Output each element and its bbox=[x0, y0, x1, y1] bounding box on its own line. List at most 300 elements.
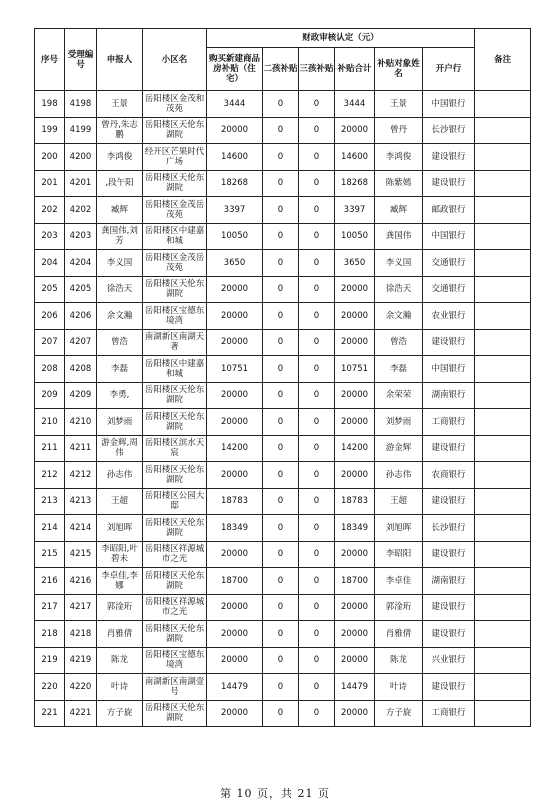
cell-applicant: 李义国 bbox=[97, 250, 143, 277]
cell-bank: 建设银行 bbox=[423, 144, 475, 171]
cell-third-child: 0 bbox=[299, 276, 335, 303]
cell-third-child: 0 bbox=[299, 250, 335, 277]
cell-community: 岳阳楼区祥源城市之光 bbox=[143, 594, 207, 621]
cell-community: 岳阳楼区金茂岳茂苑 bbox=[143, 250, 207, 277]
cell-recipient: 曾浩 bbox=[375, 329, 423, 356]
cell-remark bbox=[475, 541, 531, 568]
cell-third-child: 0 bbox=[299, 170, 335, 197]
cell-third-child: 0 bbox=[299, 674, 335, 701]
cell-third-child: 0 bbox=[299, 382, 335, 409]
cell-second-child: 0 bbox=[263, 700, 299, 727]
cell-total: 18700 bbox=[335, 568, 375, 595]
cell-seq: 218 bbox=[35, 621, 65, 648]
cell-house-subsidy: 20000 bbox=[207, 541, 263, 568]
cell-seq: 217 bbox=[35, 594, 65, 621]
cell-remark bbox=[475, 409, 531, 436]
table-row bbox=[35, 594, 531, 621]
cell-acceptance-no: 4213 bbox=[65, 488, 97, 515]
cell-recipient: 臧辉 bbox=[375, 197, 423, 224]
cell-acceptance-no: 4221 bbox=[65, 700, 97, 727]
cell-acceptance-no: 4214 bbox=[65, 515, 97, 542]
cell-recipient: 余荣荣 bbox=[375, 382, 423, 409]
cell-house-subsidy: 3650 bbox=[207, 250, 263, 277]
cell-applicant: 陈龙 bbox=[97, 647, 143, 674]
table-row bbox=[35, 488, 531, 515]
cell-remark bbox=[475, 621, 531, 648]
cell-third-child: 0 bbox=[299, 117, 335, 144]
cell-community: 经开区芒果时代广场 bbox=[143, 144, 207, 171]
cell-house-subsidy: 20000 bbox=[207, 621, 263, 648]
cell-recipient: 龚国伟 bbox=[375, 223, 423, 250]
header-finance-review: 财政审核认定（元） bbox=[207, 29, 475, 48]
cell-remark bbox=[475, 223, 531, 250]
cell-community: 岳阳楼区天伦东湖院 bbox=[143, 621, 207, 648]
cell-second-child: 0 bbox=[263, 329, 299, 356]
table-row bbox=[35, 647, 531, 674]
cell-recipient: 郭淦珩 bbox=[375, 594, 423, 621]
cell-third-child: 0 bbox=[299, 700, 335, 727]
cell-acceptance-no: 4218 bbox=[65, 621, 97, 648]
cell-seq: 207 bbox=[35, 329, 65, 356]
cell-recipient: 李鸿俊 bbox=[375, 144, 423, 171]
header-applicant: 申报人 bbox=[97, 29, 143, 91]
cell-second-child: 0 bbox=[263, 250, 299, 277]
cell-remark bbox=[475, 91, 531, 118]
table-row bbox=[35, 223, 531, 250]
cell-house-subsidy: 20000 bbox=[207, 382, 263, 409]
cell-second-child: 0 bbox=[263, 223, 299, 250]
cell-community: 岳阳楼区公园大邸 bbox=[143, 488, 207, 515]
cell-house-subsidy: 20000 bbox=[207, 117, 263, 144]
cell-total: 18349 bbox=[335, 515, 375, 542]
cell-bank: 湖南银行 bbox=[423, 568, 475, 595]
cell-community: 岳阳楼区金茂岳茂苑 bbox=[143, 197, 207, 224]
cell-bank: 兴业银行 bbox=[423, 647, 475, 674]
header-acceptance-no: 受理编号 bbox=[65, 29, 97, 91]
table-body bbox=[35, 91, 531, 727]
page-footer: 第 10 页，共 21 页 bbox=[220, 787, 330, 800]
table-row bbox=[35, 170, 531, 197]
table-row bbox=[35, 356, 531, 383]
cell-acceptance-no: 4199 bbox=[65, 117, 97, 144]
cell-acceptance-no: 4204 bbox=[65, 250, 97, 277]
cell-seq: 220 bbox=[35, 674, 65, 701]
cell-acceptance-no: 4219 bbox=[65, 647, 97, 674]
cell-seq: 204 bbox=[35, 250, 65, 277]
cell-bank: 湖南银行 bbox=[423, 382, 475, 409]
cell-remark bbox=[475, 647, 531, 674]
table-row bbox=[35, 117, 531, 144]
cell-acceptance-no: 4198 bbox=[65, 91, 97, 118]
cell-seq: 211 bbox=[35, 435, 65, 462]
cell-bank: 建设银行 bbox=[423, 170, 475, 197]
cell-recipient: 李磊 bbox=[375, 356, 423, 383]
table-row bbox=[35, 515, 531, 542]
cell-applicant: 孙志伟 bbox=[97, 462, 143, 489]
cell-second-child: 0 bbox=[263, 170, 299, 197]
cell-seq: 212 bbox=[35, 462, 65, 489]
cell-seq: 216 bbox=[35, 568, 65, 595]
cell-applicant: 刘梦雨 bbox=[97, 409, 143, 436]
cell-community: 南湖新区南湖壹号 bbox=[143, 674, 207, 701]
cell-remark bbox=[475, 674, 531, 701]
cell-remark bbox=[475, 435, 531, 462]
cell-total: 20000 bbox=[335, 647, 375, 674]
cell-acceptance-no: 4200 bbox=[65, 144, 97, 171]
cell-second-child: 0 bbox=[263, 276, 299, 303]
header-new-house-subsidy: 购买新建商品房补贴（住宅） bbox=[207, 48, 263, 91]
cell-total: 14479 bbox=[335, 674, 375, 701]
cell-house-subsidy: 18783 bbox=[207, 488, 263, 515]
cell-house-subsidy: 18700 bbox=[207, 568, 263, 595]
cell-third-child: 0 bbox=[299, 223, 335, 250]
cell-house-subsidy: 20000 bbox=[207, 594, 263, 621]
cell-third-child: 0 bbox=[299, 144, 335, 171]
cell-community: 岳阳楼区天伦东湖院 bbox=[143, 568, 207, 595]
table-row bbox=[35, 91, 531, 118]
header-total: 补贴合计 bbox=[335, 48, 375, 91]
cell-community: 岳阳楼区天伦东湖院 bbox=[143, 382, 207, 409]
cell-seq: 215 bbox=[35, 541, 65, 568]
cell-acceptance-no: 4210 bbox=[65, 409, 97, 436]
cell-total: 20000 bbox=[335, 382, 375, 409]
cell-community: 岳阳楼区天伦东湖院 bbox=[143, 170, 207, 197]
cell-house-subsidy: 20000 bbox=[207, 462, 263, 489]
cell-second-child: 0 bbox=[263, 674, 299, 701]
cell-bank: 建设银行 bbox=[423, 435, 475, 462]
cell-seq: 200 bbox=[35, 144, 65, 171]
cell-second-child: 0 bbox=[263, 541, 299, 568]
cell-second-child: 0 bbox=[263, 435, 299, 462]
table-row bbox=[35, 621, 531, 648]
cell-applicant: 龚国伟,刘芳 bbox=[97, 223, 143, 250]
cell-seq: 203 bbox=[35, 223, 65, 250]
cell-second-child: 0 bbox=[263, 303, 299, 330]
cell-total: 20000 bbox=[335, 541, 375, 568]
cell-total: 10751 bbox=[335, 356, 375, 383]
cell-house-subsidy: 20000 bbox=[207, 409, 263, 436]
cell-applicant: ,段午阳 bbox=[97, 170, 143, 197]
cell-bank: 中国银行 bbox=[423, 356, 475, 383]
cell-applicant: 徐浩天 bbox=[97, 276, 143, 303]
table-row bbox=[35, 329, 531, 356]
cell-applicant: 游金辉,周伟 bbox=[97, 435, 143, 462]
cell-remark bbox=[475, 197, 531, 224]
cell-bank: 长沙银行 bbox=[423, 515, 475, 542]
cell-total: 14200 bbox=[335, 435, 375, 462]
cell-third-child: 0 bbox=[299, 488, 335, 515]
cell-second-child: 0 bbox=[263, 462, 299, 489]
cell-community: 岳阳楼区天伦东湖院 bbox=[143, 462, 207, 489]
cell-remark bbox=[475, 356, 531, 383]
table-row bbox=[35, 250, 531, 277]
cell-total: 10050 bbox=[335, 223, 375, 250]
cell-remark bbox=[475, 462, 531, 489]
cell-third-child: 0 bbox=[299, 594, 335, 621]
cell-acceptance-no: 4201 bbox=[65, 170, 97, 197]
cell-seq: 209 bbox=[35, 382, 65, 409]
cell-second-child: 0 bbox=[263, 515, 299, 542]
table-row bbox=[35, 303, 531, 330]
cell-bank: 中国银行 bbox=[423, 223, 475, 250]
cell-second-child: 0 bbox=[263, 621, 299, 648]
cell-second-child: 0 bbox=[263, 409, 299, 436]
header-remark: 备注 bbox=[475, 29, 531, 91]
cell-second-child: 0 bbox=[263, 594, 299, 621]
cell-applicant: 王超 bbox=[97, 488, 143, 515]
cell-third-child: 0 bbox=[299, 568, 335, 595]
cell-community: 岳阳楼区天伦东湖院 bbox=[143, 117, 207, 144]
table-row bbox=[35, 462, 531, 489]
table-header bbox=[35, 29, 531, 91]
cell-seq: 214 bbox=[35, 515, 65, 542]
cell-bank: 农商银行 bbox=[423, 462, 475, 489]
cell-total: 20000 bbox=[335, 462, 375, 489]
table-row bbox=[35, 197, 531, 224]
cell-house-subsidy: 10050 bbox=[207, 223, 263, 250]
cell-applicant: 李卓佳,李娜 bbox=[97, 568, 143, 595]
cell-acceptance-no: 4208 bbox=[65, 356, 97, 383]
cell-seq: 206 bbox=[35, 303, 65, 330]
cell-bank: 农业银行 bbox=[423, 303, 475, 330]
cell-total: 20000 bbox=[335, 700, 375, 727]
cell-total: 3650 bbox=[335, 250, 375, 277]
cell-community: 岳阳楼区金茂和茂苑 bbox=[143, 91, 207, 118]
cell-house-subsidy: 3397 bbox=[207, 197, 263, 224]
cell-total: 20000 bbox=[335, 117, 375, 144]
cell-community: 岳阳楼区滨水天宸 bbox=[143, 435, 207, 462]
cell-applicant: 曾浩 bbox=[97, 329, 143, 356]
cell-applicant: 叶诗 bbox=[97, 674, 143, 701]
header-third-child: 三孩补贴 bbox=[299, 48, 335, 91]
cell-remark bbox=[475, 303, 531, 330]
cell-acceptance-no: 4207 bbox=[65, 329, 97, 356]
cell-third-child: 0 bbox=[299, 356, 335, 383]
cell-recipient: 李卓佳 bbox=[375, 568, 423, 595]
cell-acceptance-no: 4211 bbox=[65, 435, 97, 462]
cell-seq: 205 bbox=[35, 276, 65, 303]
cell-acceptance-no: 4205 bbox=[65, 276, 97, 303]
cell-recipient: 李昭阳 bbox=[375, 541, 423, 568]
cell-bank: 建设银行 bbox=[423, 488, 475, 515]
cell-applicant: 李昭阳,叶碧未 bbox=[97, 541, 143, 568]
cell-remark bbox=[475, 250, 531, 277]
cell-house-subsidy: 20000 bbox=[207, 700, 263, 727]
cell-seq: 219 bbox=[35, 647, 65, 674]
cell-total: 20000 bbox=[335, 621, 375, 648]
cell-acceptance-no: 4209 bbox=[65, 382, 97, 409]
cell-third-child: 0 bbox=[299, 435, 335, 462]
cell-remark bbox=[475, 568, 531, 595]
cell-acceptance-no: 4206 bbox=[65, 303, 97, 330]
cell-community: 岳阳楼区天伦东湖院 bbox=[143, 276, 207, 303]
cell-bank: 长沙银行 bbox=[423, 117, 475, 144]
cell-bank: 交通银行 bbox=[423, 276, 475, 303]
header-bank: 开户行 bbox=[423, 48, 475, 91]
table-row bbox=[35, 144, 531, 171]
cell-acceptance-no: 4215 bbox=[65, 541, 97, 568]
cell-third-child: 0 bbox=[299, 329, 335, 356]
cell-bank: 建设银行 bbox=[423, 594, 475, 621]
cell-community: 岳阳楼区宝德东境湾 bbox=[143, 647, 207, 674]
cell-community: 岳阳楼区天伦东湖院 bbox=[143, 700, 207, 727]
cell-acceptance-no: 4202 bbox=[65, 197, 97, 224]
cell-remark bbox=[475, 382, 531, 409]
header-second-child: 二孩补贴 bbox=[263, 48, 299, 91]
cell-third-child: 0 bbox=[299, 303, 335, 330]
cell-seq: 213 bbox=[35, 488, 65, 515]
cell-total: 18268 bbox=[335, 170, 375, 197]
cell-seq: 208 bbox=[35, 356, 65, 383]
cell-house-subsidy: 14200 bbox=[207, 435, 263, 462]
cell-bank: 建设银行 bbox=[423, 674, 475, 701]
table-row bbox=[35, 568, 531, 595]
cell-recipient: 游金辉 bbox=[375, 435, 423, 462]
cell-total: 20000 bbox=[335, 409, 375, 436]
cell-applicant: 李鸿俊 bbox=[97, 144, 143, 171]
cell-recipient: 陈紫嫣 bbox=[375, 170, 423, 197]
cell-bank: 中国银行 bbox=[423, 91, 475, 118]
cell-applicant: 刘旭晖 bbox=[97, 515, 143, 542]
subsidy-table bbox=[34, 28, 531, 727]
cell-applicant: 余文瀚 bbox=[97, 303, 143, 330]
cell-second-child: 0 bbox=[263, 382, 299, 409]
cell-acceptance-no: 4220 bbox=[65, 674, 97, 701]
cell-recipient: 肖雅倩 bbox=[375, 621, 423, 648]
cell-second-child: 0 bbox=[263, 117, 299, 144]
cell-community: 岳阳楼区天伦东湖院 bbox=[143, 409, 207, 436]
cell-seq: 210 bbox=[35, 409, 65, 436]
cell-second-child: 0 bbox=[263, 568, 299, 595]
cell-recipient: 孙志伟 bbox=[375, 462, 423, 489]
cell-third-child: 0 bbox=[299, 647, 335, 674]
cell-applicant: 曾丹,朱志鹏 bbox=[97, 117, 143, 144]
cell-acceptance-no: 4203 bbox=[65, 223, 97, 250]
cell-community: 岳阳楼区中建嘉和城 bbox=[143, 356, 207, 383]
cell-second-child: 0 bbox=[263, 91, 299, 118]
cell-recipient: 徐浩天 bbox=[375, 276, 423, 303]
cell-community: 岳阳楼区宝德东境湾 bbox=[143, 303, 207, 330]
table-row bbox=[35, 700, 531, 727]
cell-total: 20000 bbox=[335, 329, 375, 356]
cell-bank: 建设银行 bbox=[423, 541, 475, 568]
cell-recipient: 刘梦雨 bbox=[375, 409, 423, 436]
cell-seq: 202 bbox=[35, 197, 65, 224]
cell-recipient: 李义国 bbox=[375, 250, 423, 277]
cell-bank: 交通银行 bbox=[423, 250, 475, 277]
cell-remark bbox=[475, 170, 531, 197]
cell-remark bbox=[475, 117, 531, 144]
cell-recipient: 陈龙 bbox=[375, 647, 423, 674]
cell-house-subsidy: 20000 bbox=[207, 329, 263, 356]
cell-remark bbox=[475, 329, 531, 356]
cell-remark bbox=[475, 515, 531, 542]
cell-second-child: 0 bbox=[263, 647, 299, 674]
table-row bbox=[35, 435, 531, 462]
cell-community: 岳阳楼区祥源城市之光 bbox=[143, 541, 207, 568]
cell-third-child: 0 bbox=[299, 91, 335, 118]
cell-house-subsidy: 18349 bbox=[207, 515, 263, 542]
cell-total: 14600 bbox=[335, 144, 375, 171]
cell-total: 20000 bbox=[335, 594, 375, 621]
cell-applicant: 王景 bbox=[97, 91, 143, 118]
table-row bbox=[35, 674, 531, 701]
header-recipient: 补贴对象姓名 bbox=[375, 48, 423, 91]
cell-house-subsidy: 14479 bbox=[207, 674, 263, 701]
cell-second-child: 0 bbox=[263, 488, 299, 515]
header-seq: 序号 bbox=[35, 29, 65, 91]
cell-house-subsidy: 20000 bbox=[207, 303, 263, 330]
cell-community: 岳阳楼区天伦东湖院 bbox=[143, 515, 207, 542]
cell-remark bbox=[475, 700, 531, 727]
cell-recipient: 王超 bbox=[375, 488, 423, 515]
cell-recipient: 曾丹 bbox=[375, 117, 423, 144]
cell-third-child: 0 bbox=[299, 515, 335, 542]
header-community: 小区名 bbox=[143, 29, 207, 91]
cell-recipient: 余文瀚 bbox=[375, 303, 423, 330]
cell-house-subsidy: 20000 bbox=[207, 276, 263, 303]
cell-acceptance-no: 4217 bbox=[65, 594, 97, 621]
cell-applicant: 李勇, bbox=[97, 382, 143, 409]
cell-acceptance-no: 4212 bbox=[65, 462, 97, 489]
cell-total: 20000 bbox=[335, 276, 375, 303]
cell-bank: 建设银行 bbox=[423, 329, 475, 356]
cell-seq: 201 bbox=[35, 170, 65, 197]
cell-third-child: 0 bbox=[299, 197, 335, 224]
cell-second-child: 0 bbox=[263, 356, 299, 383]
cell-remark bbox=[475, 144, 531, 171]
cell-bank: 工商银行 bbox=[423, 409, 475, 436]
cell-bank: 邮政银行 bbox=[423, 197, 475, 224]
cell-applicant: 李磊 bbox=[97, 356, 143, 383]
cell-third-child: 0 bbox=[299, 462, 335, 489]
cell-total: 18783 bbox=[335, 488, 375, 515]
cell-remark bbox=[475, 276, 531, 303]
cell-remark bbox=[475, 594, 531, 621]
cell-bank: 工商银行 bbox=[423, 700, 475, 727]
cell-third-child: 0 bbox=[299, 409, 335, 436]
cell-bank: 建设银行 bbox=[423, 621, 475, 648]
cell-house-subsidy: 20000 bbox=[207, 647, 263, 674]
cell-total: 3397 bbox=[335, 197, 375, 224]
cell-recipient: 叶诗 bbox=[375, 674, 423, 701]
table-row bbox=[35, 276, 531, 303]
cell-recipient: 方子旋 bbox=[375, 700, 423, 727]
table-row bbox=[35, 409, 531, 436]
cell-second-child: 0 bbox=[263, 144, 299, 171]
cell-applicant: 郭淦珩 bbox=[97, 594, 143, 621]
cell-acceptance-no: 4216 bbox=[65, 568, 97, 595]
cell-total: 3444 bbox=[335, 91, 375, 118]
cell-house-subsidy: 10751 bbox=[207, 356, 263, 383]
cell-applicant: 方子旋 bbox=[97, 700, 143, 727]
table-row bbox=[35, 541, 531, 568]
cell-second-child: 0 bbox=[263, 197, 299, 224]
cell-total: 20000 bbox=[335, 303, 375, 330]
cell-recipient: 刘旭晖 bbox=[375, 515, 423, 542]
cell-seq: 199 bbox=[35, 117, 65, 144]
cell-seq: 198 bbox=[35, 91, 65, 118]
cell-applicant: 肖雅倩 bbox=[97, 621, 143, 648]
cell-third-child: 0 bbox=[299, 621, 335, 648]
cell-house-subsidy: 3444 bbox=[207, 91, 263, 118]
cell-community: 南湖新区南湖天著 bbox=[143, 329, 207, 356]
cell-recipient: 王景 bbox=[375, 91, 423, 118]
cell-third-child: 0 bbox=[299, 541, 335, 568]
cell-house-subsidy: 18268 bbox=[207, 170, 263, 197]
cell-applicant: 臧辉 bbox=[97, 197, 143, 224]
cell-remark bbox=[475, 488, 531, 515]
